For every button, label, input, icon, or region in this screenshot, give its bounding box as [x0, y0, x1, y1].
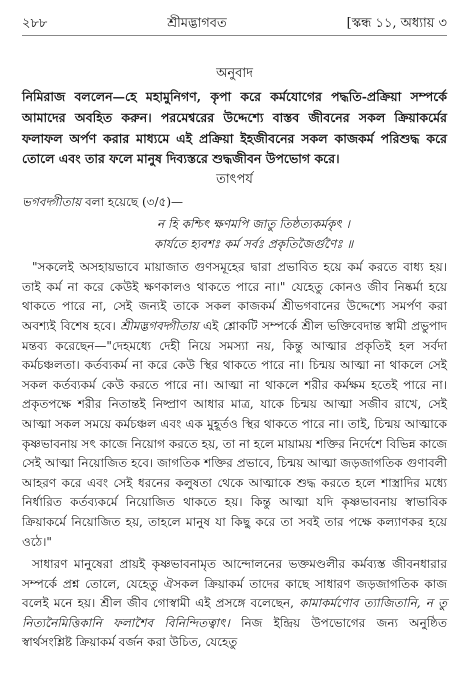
book-title: শ্রীমদ্ভাগবত	[167, 16, 227, 31]
intro-source-title: ভগবদ্গীতায়	[22, 195, 82, 210]
paragraph-2-text-b: নিজ ইন্দ্রিয় উপভোগের জন্য অনুষ্ঠিত স্বার্থসংশ্লিষ্ট ক্রিয়াকর্ম বর্জন করা উচিত, যেহেতু	[22, 615, 447, 650]
page-header	[22, 14, 447, 36]
chapter-reference: [স্কন্ধ ১১, অধ্যায় ৩	[346, 16, 447, 31]
verse-line-1: ন হি কশ্চিৎ ক্ষণমপি জাতু তিষ্ঠত্যকর্মকৃৎ ।	[157, 217, 350, 232]
paragraph-2-sanskrit-quote: কামাকর্মণোব ত্যাজিতানি, ন তু নিত্যনৈমিত্তিকানি ফলাশৈব বিনিন্দিতত্বাৎ।	[22, 596, 447, 630]
paragraph-1-text-b: এই শ্লোকটি সম্পর্কে শ্রীল ভক্তিবেদান্ত স্বামী প্রভুপাদ মন্তব্য করেছেন—"দেহমধ্যে দেহী নিয়ে সমস্যা নয়, কিন্তু আত্মার প্রকৃতিই হল সর্বদা কর্মচঞ্চলতা। কর্তব্যকর্ম না করে কেউ স্থির থাকতে পারে না। চিন্ময় আত্মা না থাকলে সেই সকল কর্তব্যকর্ম কেউ করতে পারে না। আত্মা না থাকলে শরীর কর্মক্ষম হতেই পারে না। প্রকৃতপক্ষে শরীর নিতান্তই নিষ্প্রাণ আধার মাত্র, যাকে চিন্ময় আত্মা সজীব রাখে, সেই আত্মা সকল সময়ে কর্মচঞ্চল এবং এক মুহূর্তও স্থির থাকতে পারে না। তাই, চিন্ময় আত্মাকে কৃষ্ণভাবনায় সৎ কাজে নিয়োগ করতে হয়, তা না হলে মায়াময় শক্তির নির্দেশে বিভিন্ন কাজে সেই আত্মা নিয়োজিত হবে। জাগতিক শক্তির প্রভাবে, চিন্ময় আত্মা জড়জাগতিক গুণাবলী আহরণ করে এবং সেই ধরনের কলুষতা থেকে আত্মাকে শুদ্ধ করতে হলে শাস্ত্রাদির মধ্যে নির্ধারিত কর্তব্যকর্মে নিয়োজিত থাকতে হয়। কিন্তু আত্মা যদি কৃষ্ণভাবনায় স্বাভাবিক ক্রিয়াকর্মে নিয়োজিত হয়, তাহলে মানুষ যা কিছু করে তা সবই তার পক্ষে কল্যাণকর হয়ে ওঠে।"	[22, 318, 447, 549]
purport-heading: তাৎপর্য	[216, 172, 253, 188]
purport-intro	[22, 192, 447, 212]
translation-text: নিমিরাজ বললেন—হে মহামুনিগণ, কৃপা করে কর্মযোগের পদ্ধতি-প্রক্রিয়া সম্পর্কে আমাদের অবহিত করুন। পরমেশ্বরের উদ্দেশ্যে বাস্তব জীবনের সকল ক্রিয়াকর্মের ফলাফল অর্পণ করার মাধ্যমে এই প্রক্রিয়া ইহজীবনের সকল কাজকর্ম পরিশুদ্ধ করে তোলে এবং তার ফলে মানুষ দিব্যস্তরে শুদ্ধজীবন উপভোগ করে।	[22, 89, 447, 167]
intro-reference: বলা হয়েছে (৩/৫)—	[81, 195, 183, 210]
verse-line-2: কার্যতে হ্যবশঃ কর্ম সর্বঃ প্রকৃতিজৈর্গুণৈঃ ॥	[153, 237, 354, 252]
paragraph-2-text-a: সাধারণ মানুষেরা প্রায়ই কৃষ্ণভাবনামৃত আন্দোলনের ভক্তমণ্ডলীর কর্মব্যস্ত জীবনধারার সম্পর্কে প্রশ্ন তোলে, যেহেতু ঐসকল ক্রিয়াকর্ম তাদের কাছে সাধারণ জড়জাগতিক কাজ বলেই মনে হয়। শ্রীল জীব গোস্বামী এই প্রসঙ্গে বলেছেন,	[22, 557, 447, 611]
page-number: ২৮৮	[22, 16, 48, 31]
purport-paragraph-1	[22, 258, 447, 552]
sanskrit-verse	[22, 214, 447, 254]
purport-paragraph-2	[22, 555, 447, 653]
book-page	[22, 14, 447, 653]
translation-heading: অনুবাদ	[216, 66, 253, 81]
paragraph-1-text-a: "সকলেই অসহায়ভাবে মায়াজাত গুণসমূহের দ্বারা প্রভাবিত হয়ে কর্ম করতে বাধ্য হয়। তাই কর্ম না করে কেউই ক্ষণকালও থাকতে পারে না।" যেহেতু কোনও জীব নিষ্কর্মা হয়ে থাকতে পারে না, সেই জন্যই তাকে সকল কাজকর্ম শ্রীভগবানের উদ্দেশ্যে সমর্পণ করা অবশ্যই বিশেষ হবে।	[22, 260, 447, 333]
paragraph-1-source-title: শ্রীমদ্ভগবদ্গীতায়	[120, 318, 199, 333]
